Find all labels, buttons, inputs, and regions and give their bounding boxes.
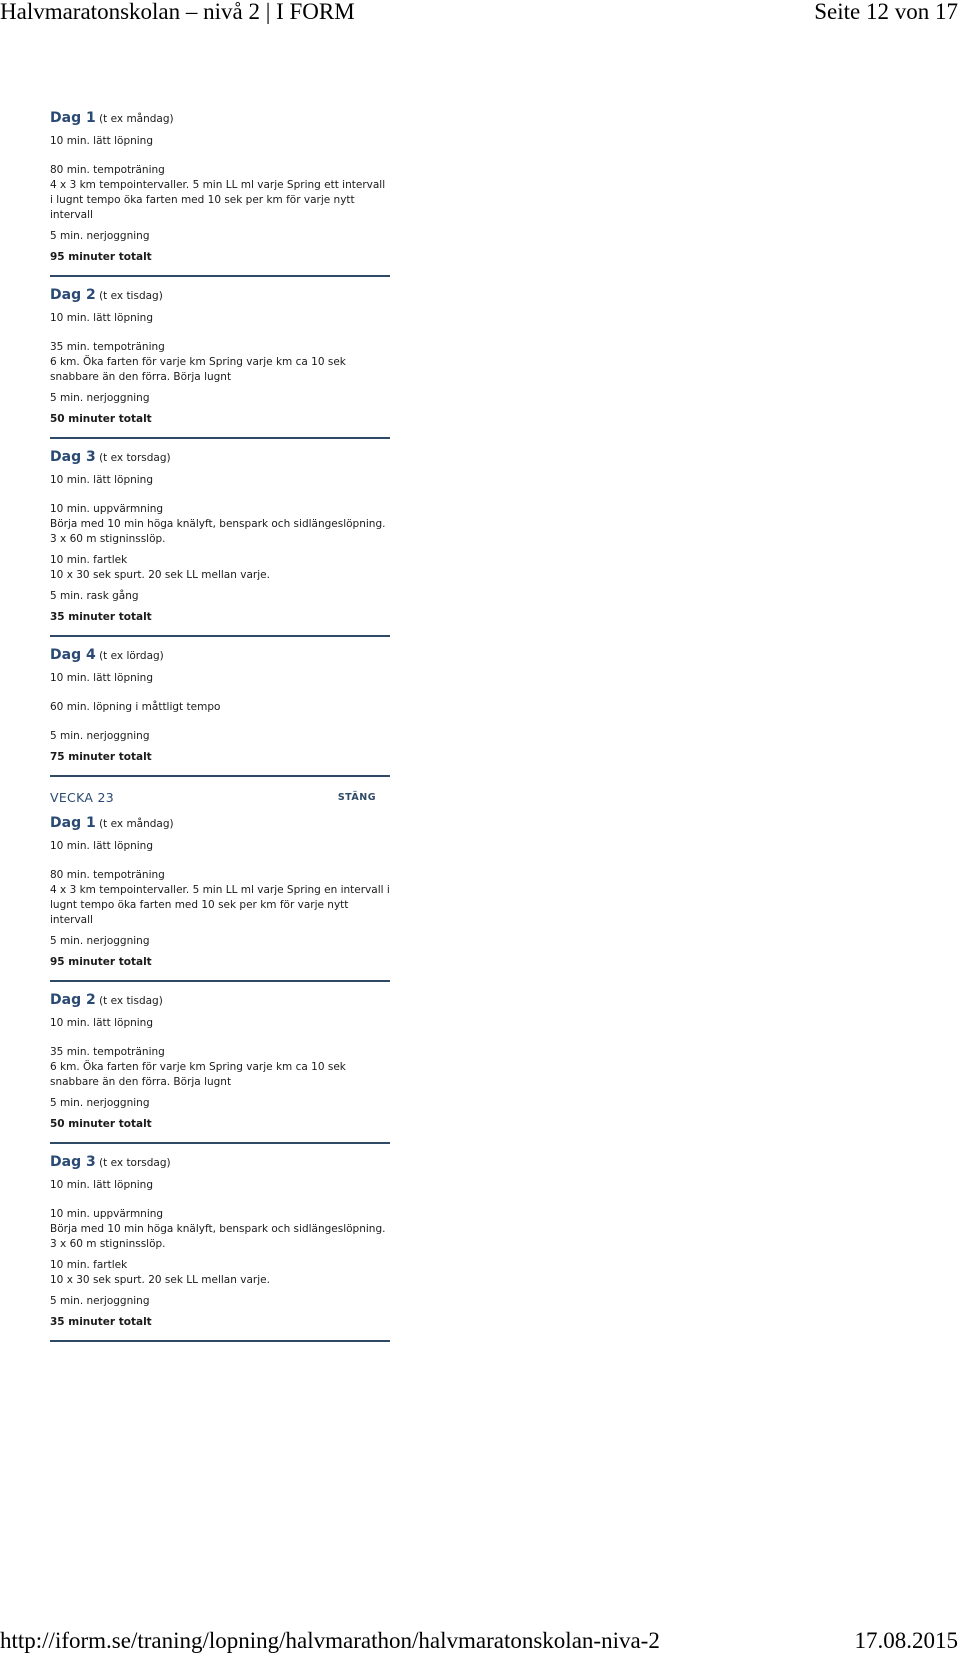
- day-note: (t ex torsdag): [99, 1157, 171, 1169]
- day-block: [50, 1152, 390, 1342]
- session-line: 35 min. tempoträning: [50, 341, 165, 353]
- print-title: Halvmaratonskolan – nivå 2 | I FORM: [0, 0, 355, 24]
- session-line: 60 min. löpning i måttligt tempo: [50, 701, 221, 713]
- day-total: 50 minuter totalt: [50, 413, 152, 425]
- day-block: [50, 813, 390, 982]
- day-title: Dag 1: [50, 815, 96, 831]
- session-line: 10 min. lätt löpning: [50, 840, 153, 852]
- day-note: (t ex tisdag): [99, 290, 163, 302]
- session-line: 80 min. tempoträning: [50, 869, 165, 881]
- session-description: Börja med 10 min höga knälyft, benspark och sidlängeslöpning.: [50, 518, 386, 530]
- session-description: 6 km. Öka farten för varje km Spring varje km ca 10 sek snabbare än den förra. Börja lugnt: [50, 1061, 346, 1088]
- session-line: 5 min. rask gång: [50, 590, 139, 602]
- session-description: 6 km. Öka farten för varje km Spring varje km ca 10 sek snabbare än den förra. Börja lugnt: [50, 356, 346, 383]
- day-block: [50, 285, 390, 439]
- session-line: 35 min. tempoträning: [50, 1046, 165, 1058]
- day-title: Dag 4: [50, 647, 96, 663]
- session-line: 10 min. lätt löpning: [50, 1017, 153, 1029]
- session-line: 5 min. nerjoggning: [50, 730, 150, 742]
- session-line: 5 min. nerjoggning: [50, 935, 150, 947]
- day-total: 95 minuter totalt: [50, 251, 152, 263]
- session-description: 10 x 30 sek spurt. 20 sek LL mellan varje.: [50, 1274, 270, 1286]
- day-block: [50, 645, 390, 777]
- session-line: 80 min. tempoträning: [50, 164, 165, 176]
- day-header: [50, 813, 390, 833]
- session-line: 10 min. lätt löpning: [50, 672, 153, 684]
- session-line: 5 min. nerjoggning: [50, 392, 150, 404]
- day-note: (t ex tisdag): [99, 995, 163, 1007]
- session-description: 4 x 3 km tempointervaller. 5 min LL ml varje Spring en intervall i lugnt tempo öka farten med 10 sek per km för varje nytt intervall: [50, 884, 390, 926]
- day-header: [50, 990, 390, 1010]
- session-line: 10 min. fartlek: [50, 554, 128, 566]
- day-total: 75 minuter totalt: [50, 751, 152, 763]
- day-header: [50, 447, 390, 467]
- session-description: 3 x 60 m stigninsslöp.: [50, 533, 166, 545]
- week-title: VECKA 23: [50, 789, 114, 805]
- session-line: 10 min. lätt löpning: [50, 312, 153, 324]
- session-line: 5 min. nerjoggning: [50, 1295, 150, 1307]
- week-header: [50, 787, 376, 807]
- session-line: 10 min. lätt löpning: [50, 135, 153, 147]
- day-header: [50, 285, 390, 305]
- day-block: [50, 447, 390, 637]
- session-description: Börja med 10 min höga knälyft, benspark och sidlängeslöpning.: [50, 1223, 386, 1235]
- day-block: [50, 990, 390, 1144]
- session-line: 10 min. lätt löpning: [50, 1179, 153, 1191]
- day-header: [50, 1152, 390, 1172]
- session-description: 3 x 60 m stigninsslöp.: [50, 1238, 166, 1250]
- print-date: 17.08.2015: [854, 1628, 958, 1653]
- session-line: 10 min. uppvärmning: [50, 1208, 164, 1220]
- day-note: (t ex måndag): [99, 113, 174, 125]
- day-title: Dag 2: [50, 992, 96, 1008]
- session-line: 10 min. uppvärmning: [50, 503, 164, 515]
- day-title: Dag 3: [50, 1154, 96, 1170]
- day-title: Dag 2: [50, 287, 96, 303]
- session-line: 10 min. fartlek: [50, 1259, 128, 1271]
- day-header: [50, 645, 390, 665]
- page-number: Seite 12 von 17: [814, 0, 958, 24]
- session-line: 5 min. nerjoggning: [50, 230, 150, 242]
- session-description: 10 x 30 sek spurt. 20 sek LL mellan varje.: [50, 569, 270, 581]
- day-title: Dag 3: [50, 449, 96, 465]
- close-week-button[interactable]: STÄNG: [337, 791, 376, 803]
- session-line: 10 min. lätt löpning: [50, 474, 153, 486]
- day-note: (t ex måndag): [99, 818, 174, 830]
- day-block: [50, 108, 390, 277]
- day-total: 95 minuter totalt: [50, 956, 152, 968]
- session-description: 4 x 3 km tempointervaller. 5 min LL ml varje Spring ett intervall i lugnt tempo öka farten med 10 sek per km för varje nytt intervall: [50, 179, 386, 221]
- day-header: [50, 108, 390, 128]
- page-url[interactable]: http://iform.se/traning/lopning/halvmarathon/halvmaratonskolan-niva-2: [0, 1628, 660, 1653]
- day-note: (t ex torsdag): [99, 452, 171, 464]
- day-note: (t ex lördag): [99, 650, 164, 662]
- training-schedule: [50, 108, 390, 1342]
- session-line: 5 min. nerjoggning: [50, 1097, 150, 1109]
- day-total: 35 minuter totalt: [50, 611, 152, 623]
- day-title: Dag 1: [50, 110, 96, 126]
- day-total: 35 minuter totalt: [50, 1316, 152, 1328]
- day-total: 50 minuter totalt: [50, 1118, 152, 1130]
